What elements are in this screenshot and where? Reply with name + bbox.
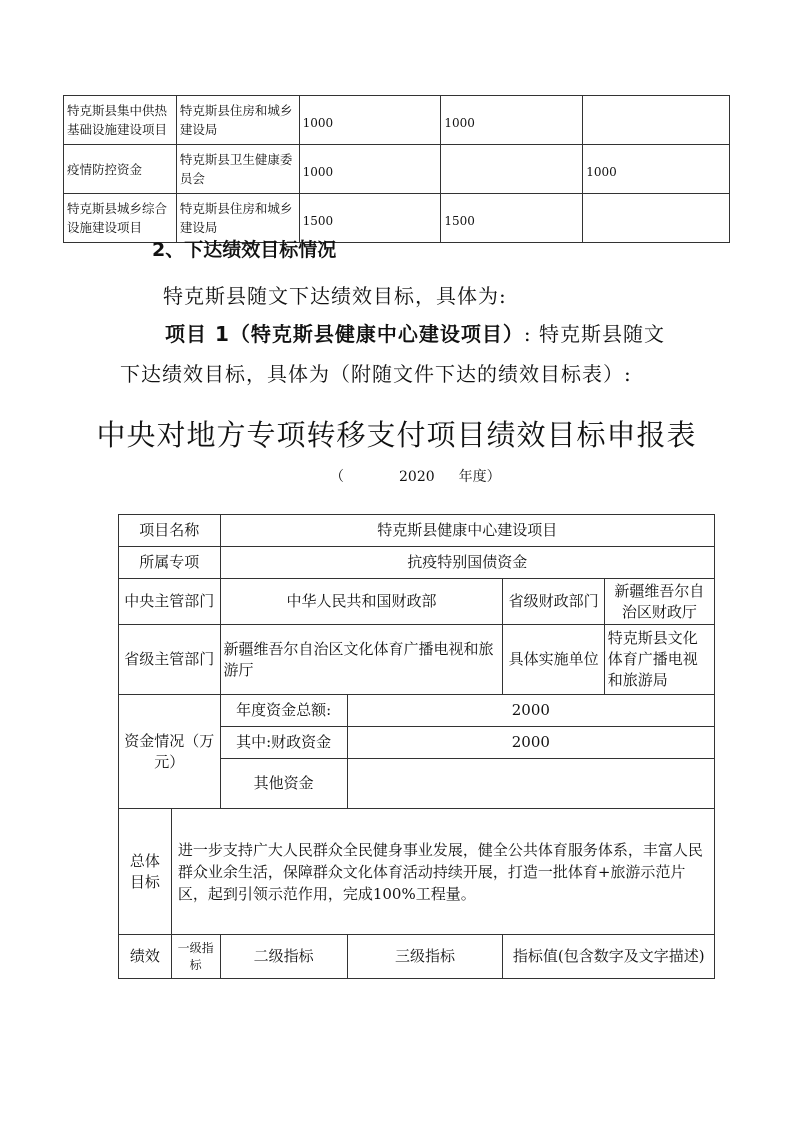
value-cell: 2000 xyxy=(347,695,714,727)
table-row xyxy=(119,515,715,547)
paragraph: 特克斯县随文下达绩效目标，具体为: xyxy=(163,284,507,308)
value-cell: 抗疫特别国债资金 xyxy=(220,547,714,579)
label-cell: 资金情况（万元） xyxy=(119,695,221,809)
label-cell: 年度资金总额: xyxy=(220,695,347,727)
value-cell xyxy=(347,759,714,809)
amount-cell: 1500 xyxy=(441,194,583,243)
label-cell: 省级财政部门 xyxy=(503,579,604,625)
paragraph xyxy=(165,318,665,347)
project-cell: 特克斯县城乡综合设施建设项目 xyxy=(64,194,177,243)
paragraph: 下达绩效目标，具体为（附随文件下达的绩效目标表）: xyxy=(120,362,632,386)
amount-cell xyxy=(583,96,730,145)
label-cell: 所属专项 xyxy=(119,547,221,579)
table-row xyxy=(119,695,715,727)
label-cell: 总体目标 xyxy=(119,809,172,935)
label-cell: 省级主管部门 xyxy=(119,625,221,695)
header-cell: 三级指标 xyxy=(347,935,503,979)
form-title: 中央对地方专项转移支付项目绩效目标申报表 xyxy=(96,418,697,452)
header-cell: 二级指标 xyxy=(220,935,347,979)
project-cell: 特克斯县集中供热基础设施建设项目 xyxy=(64,96,177,145)
table-row xyxy=(64,96,730,145)
label-cell: 绩效 xyxy=(119,935,172,979)
value-cell: 特克斯县健康中心建设项目 xyxy=(220,515,714,547)
table-row xyxy=(119,935,715,979)
total-cell: 1000 xyxy=(299,96,441,145)
total-cell: 1500 xyxy=(299,194,441,243)
table-row xyxy=(119,809,715,935)
unit-cell: 特克斯县卫生健康委员会 xyxy=(176,145,299,194)
table-row xyxy=(64,145,730,194)
value-cell: 2000 xyxy=(347,727,714,759)
label-cell: 具体实施单位 xyxy=(503,625,604,695)
label-cell: 其中:财政资金 xyxy=(220,727,347,759)
amount-cell xyxy=(441,145,583,194)
table-row xyxy=(119,547,715,579)
section-heading: 2、下达绩效目标情况 xyxy=(152,239,337,261)
fund-allocation-table xyxy=(63,95,730,243)
unit-cell: 特克斯县住房和城乡建设局 xyxy=(176,96,299,145)
total-cell: 1000 xyxy=(299,145,441,194)
project-heading: 项目 1（特克斯县健康中心建设项目） xyxy=(165,322,524,346)
table-row xyxy=(119,625,715,695)
value-cell: 新疆维吾尔自治区文化体育广播电视和旅游厅 xyxy=(220,625,503,695)
amount-cell: 1000 xyxy=(583,145,730,194)
header-cell: 指标值(包含数字及文字描述) xyxy=(503,935,715,979)
form-year xyxy=(330,466,501,486)
label-cell: 中央主管部门 xyxy=(119,579,221,625)
year-value: 2020 xyxy=(399,469,435,485)
project-cell: 疫情防控资金 xyxy=(64,145,177,194)
label-cell: 其他资金 xyxy=(220,759,347,809)
year-close: 年度） xyxy=(458,469,501,485)
paragraph-text: : 特克斯县随文 xyxy=(523,322,665,346)
value-cell: 特克斯县文化体育广播电视和旅游局 xyxy=(604,625,714,695)
performance-target-table xyxy=(118,514,715,979)
year-open: （ xyxy=(330,469,344,485)
table-row xyxy=(119,579,715,625)
value-cell: 中华人民共和国财政部 xyxy=(220,579,503,625)
label-cell: 项目名称 xyxy=(119,515,221,547)
amount-cell xyxy=(583,194,730,243)
unit-cell: 特克斯县住房和城乡建设局 xyxy=(176,194,299,243)
header-cell: 一级指标 xyxy=(171,935,220,979)
value-cell: 进一步支持广大人民群众全民健身事业发展，健全公共体育服务体系，丰富人民群众业余生活，保障群众文化体育活动持续开展，打造一批体育+旅游示范片区，起到引领示范作用，完成100%工程量。 xyxy=(171,809,714,935)
value-cell: 新疆维吾尔自治区财政厅 xyxy=(604,579,714,625)
amount-cell: 1000 xyxy=(441,96,583,145)
